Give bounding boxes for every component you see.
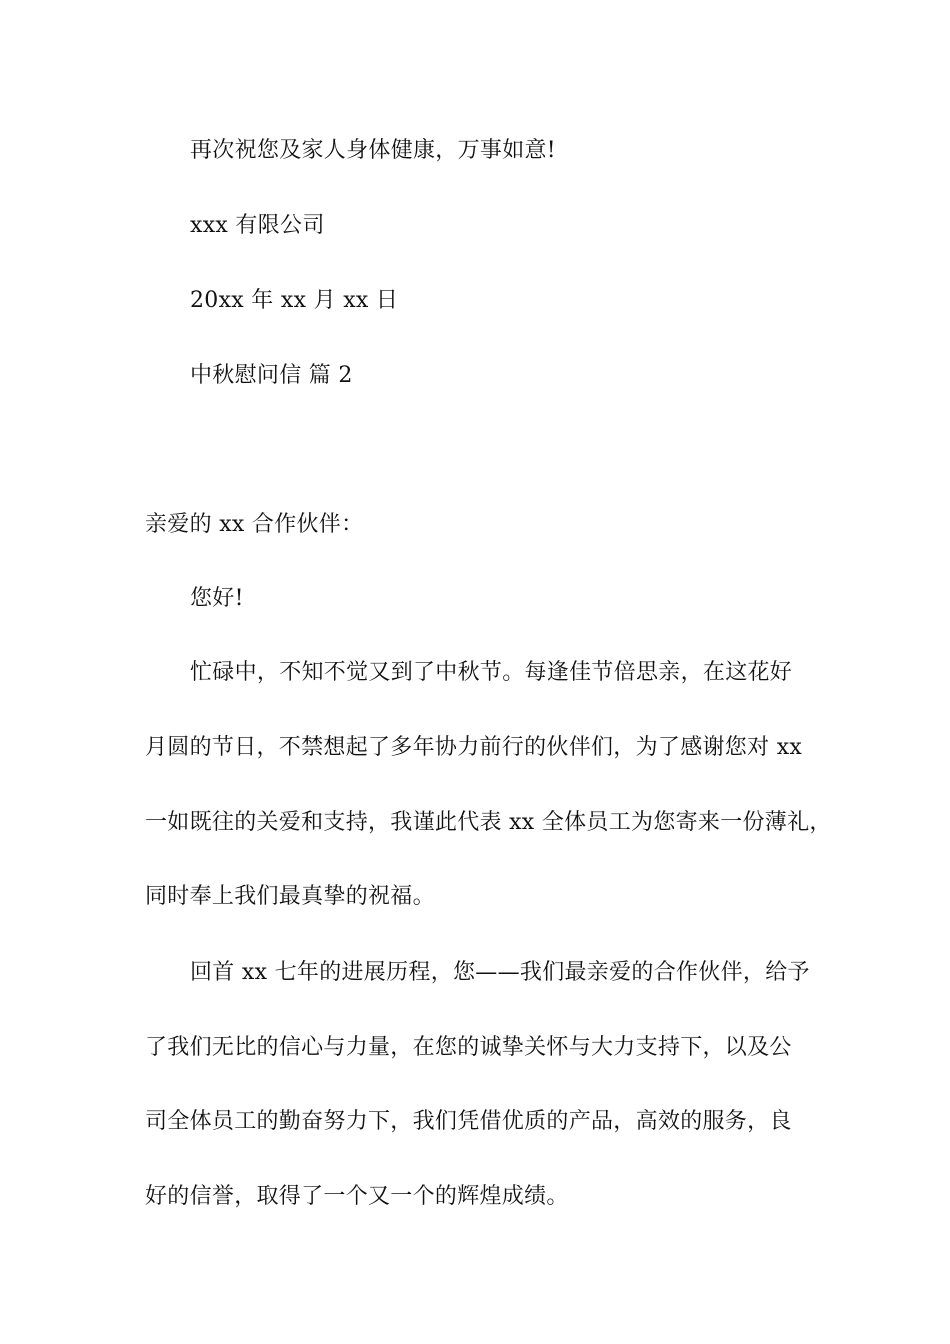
letter-date: 20xx 年 xx 月 xx 日 <box>190 288 399 313</box>
greeting: 您好! <box>190 586 244 611</box>
paragraph2-line: 了我们无比的信心与力量，在您的诚挚关怀与大力支持下，以及公 <box>145 1035 792 1060</box>
paragraph2-line: 司全体员工的勤奋努力下，我们凭借优质的产品，高效的服务，良 <box>145 1109 792 1134</box>
paragraph2-line: 好的信誉，取得了一个又一个的辉煌成绩。 <box>145 1184 569 1209</box>
paragraph1-line: 同时奉上我们最真挚的祝福。 <box>145 884 435 909</box>
company-name: xxx 有限公司 <box>190 213 325 238</box>
closing-wish: 再次祝您及家人身体健康，万事如意! <box>190 138 556 163</box>
salutation: 亲爱的 xx 合作伙伴： <box>145 512 364 537</box>
section-title: 中秋慰问信 篇 2 <box>190 363 353 388</box>
paragraph1-line: 一如既往的关爱和支持，我谨此代表 xx 全体员工为您寄来一份薄礼， <box>145 810 832 835</box>
paragraph1-line: 忙碌中，不知不觉又到了中秋节。每逢佳节倍思亲，在这花好 <box>190 660 793 685</box>
paragraph1-line: 月圆的节日，不禁想起了多年协力前行的伙伴们，为了感谢您对 xx <box>145 735 803 760</box>
paragraph2-line: 回首 xx 七年的进展历程，您——我们最亲爱的合作伙伴，给予 <box>190 960 810 985</box>
